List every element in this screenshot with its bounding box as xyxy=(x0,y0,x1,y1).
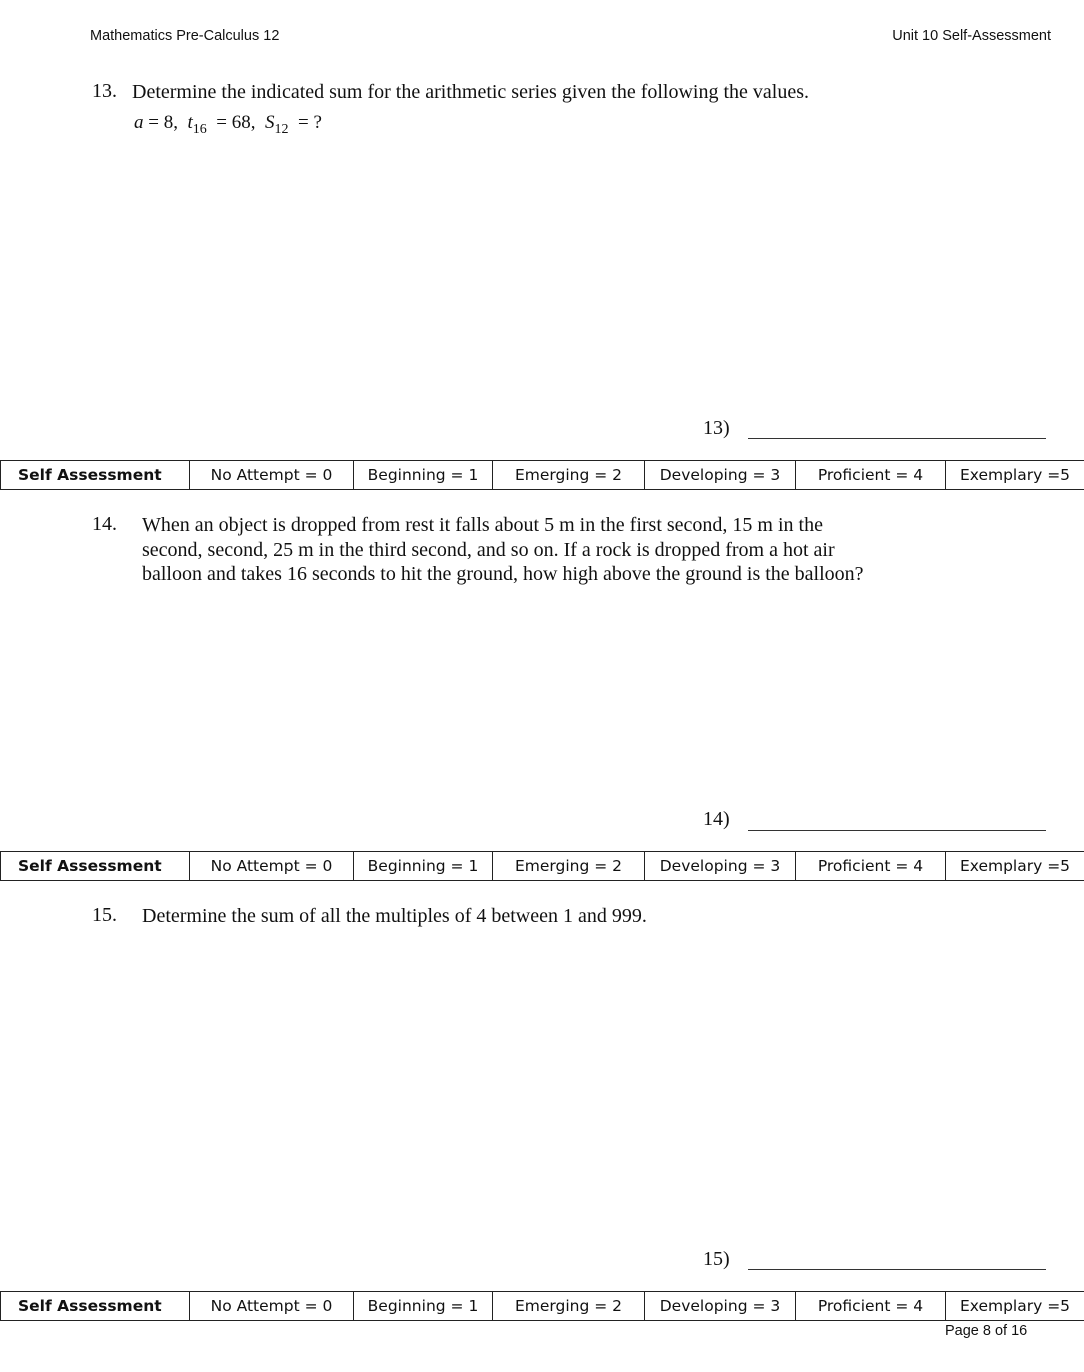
rubric-option-proficient[interactable]: Proficient = 4 xyxy=(796,461,946,490)
question-14-line: second, second, 25 m in the third second, and so on. If a rock is dropped from a hot air xyxy=(142,538,835,561)
rubric-option-emerging[interactable]: Emerging = 2 xyxy=(493,1292,645,1321)
self-assessment-label: Self Assessment xyxy=(1,461,190,490)
page-number: Page 8 of 16 xyxy=(945,1323,1028,1339)
rubric-option-developing[interactable]: Developing = 3 xyxy=(645,461,796,490)
answer-14-field[interactable] xyxy=(748,830,1046,831)
question-13-formula: a = 8, $t_{16} = 68$, $S_{12}$ = ? xyxy=(134,112,322,137)
rubric-option-beginning[interactable]: Beginning = 1 xyxy=(354,1292,493,1321)
unit-title: Unit 10 Self-Assessment xyxy=(892,28,1051,44)
answer-13-label: 13) xyxy=(703,417,730,439)
question-13-number: 13. xyxy=(92,80,117,102)
rubric-option-exemplary[interactable]: Exemplary =5 xyxy=(946,1292,1084,1321)
self-assessment-label: Self Assessment xyxy=(1,852,190,881)
rubric-option-developing[interactable]: Developing = 3 xyxy=(645,1292,796,1321)
question-15-text: Determine the sum of all the multiples of 4 between 1 and 999. xyxy=(142,905,647,927)
self-assessment-table-14 xyxy=(0,851,1084,881)
course-title: Mathematics Pre-Calculus 12 xyxy=(90,28,280,44)
rubric-option-exemplary[interactable]: Exemplary =5 xyxy=(946,461,1084,490)
rubric-option-beginning[interactable]: Beginning = 1 xyxy=(354,852,493,881)
rubric-option-no-attempt[interactable]: No Attempt = 0 xyxy=(190,852,354,881)
question-14-line: When an object is dropped from rest it falls about 5 m in the first second, 15 m in the xyxy=(142,514,823,536)
answer-15-label: 15) xyxy=(703,1248,730,1270)
answer-13-field[interactable] xyxy=(748,438,1046,439)
question-14-number: 14. xyxy=(92,513,117,535)
rubric-option-no-attempt[interactable]: No Attempt = 0 xyxy=(190,1292,354,1321)
question-13-text: Determine the indicated sum for the arithmetic series given the following the values. xyxy=(132,81,810,103)
question-15-number: 15. xyxy=(92,904,117,926)
answer-15-field[interactable] xyxy=(748,1269,1046,1270)
rubric-option-no-attempt[interactable]: No Attempt = 0 xyxy=(190,461,354,490)
rubric-option-emerging[interactable]: Emerging = 2 xyxy=(493,852,645,881)
rubric-option-emerging[interactable]: Emerging = 2 xyxy=(493,461,645,490)
question-14-line: balloon and takes 16 seconds to hit the ground, how high above the ground is the balloon? xyxy=(142,563,864,585)
rubric-option-exemplary[interactable]: Exemplary =5 xyxy=(946,852,1084,881)
rubric-option-proficient[interactable]: Proficient = 4 xyxy=(796,1292,946,1321)
answer-14-label: 14) xyxy=(703,808,730,830)
rubric-option-proficient[interactable]: Proficient = 4 xyxy=(796,852,946,881)
question-14-text xyxy=(142,513,864,587)
self-assessment-label: Self Assessment xyxy=(1,1292,190,1321)
self-assessment-table-13 xyxy=(0,460,1084,490)
rubric-option-developing[interactable]: Developing = 3 xyxy=(645,852,796,881)
self-assessment-table-15 xyxy=(0,1291,1084,1321)
rubric-option-beginning[interactable]: Beginning = 1 xyxy=(354,461,493,490)
